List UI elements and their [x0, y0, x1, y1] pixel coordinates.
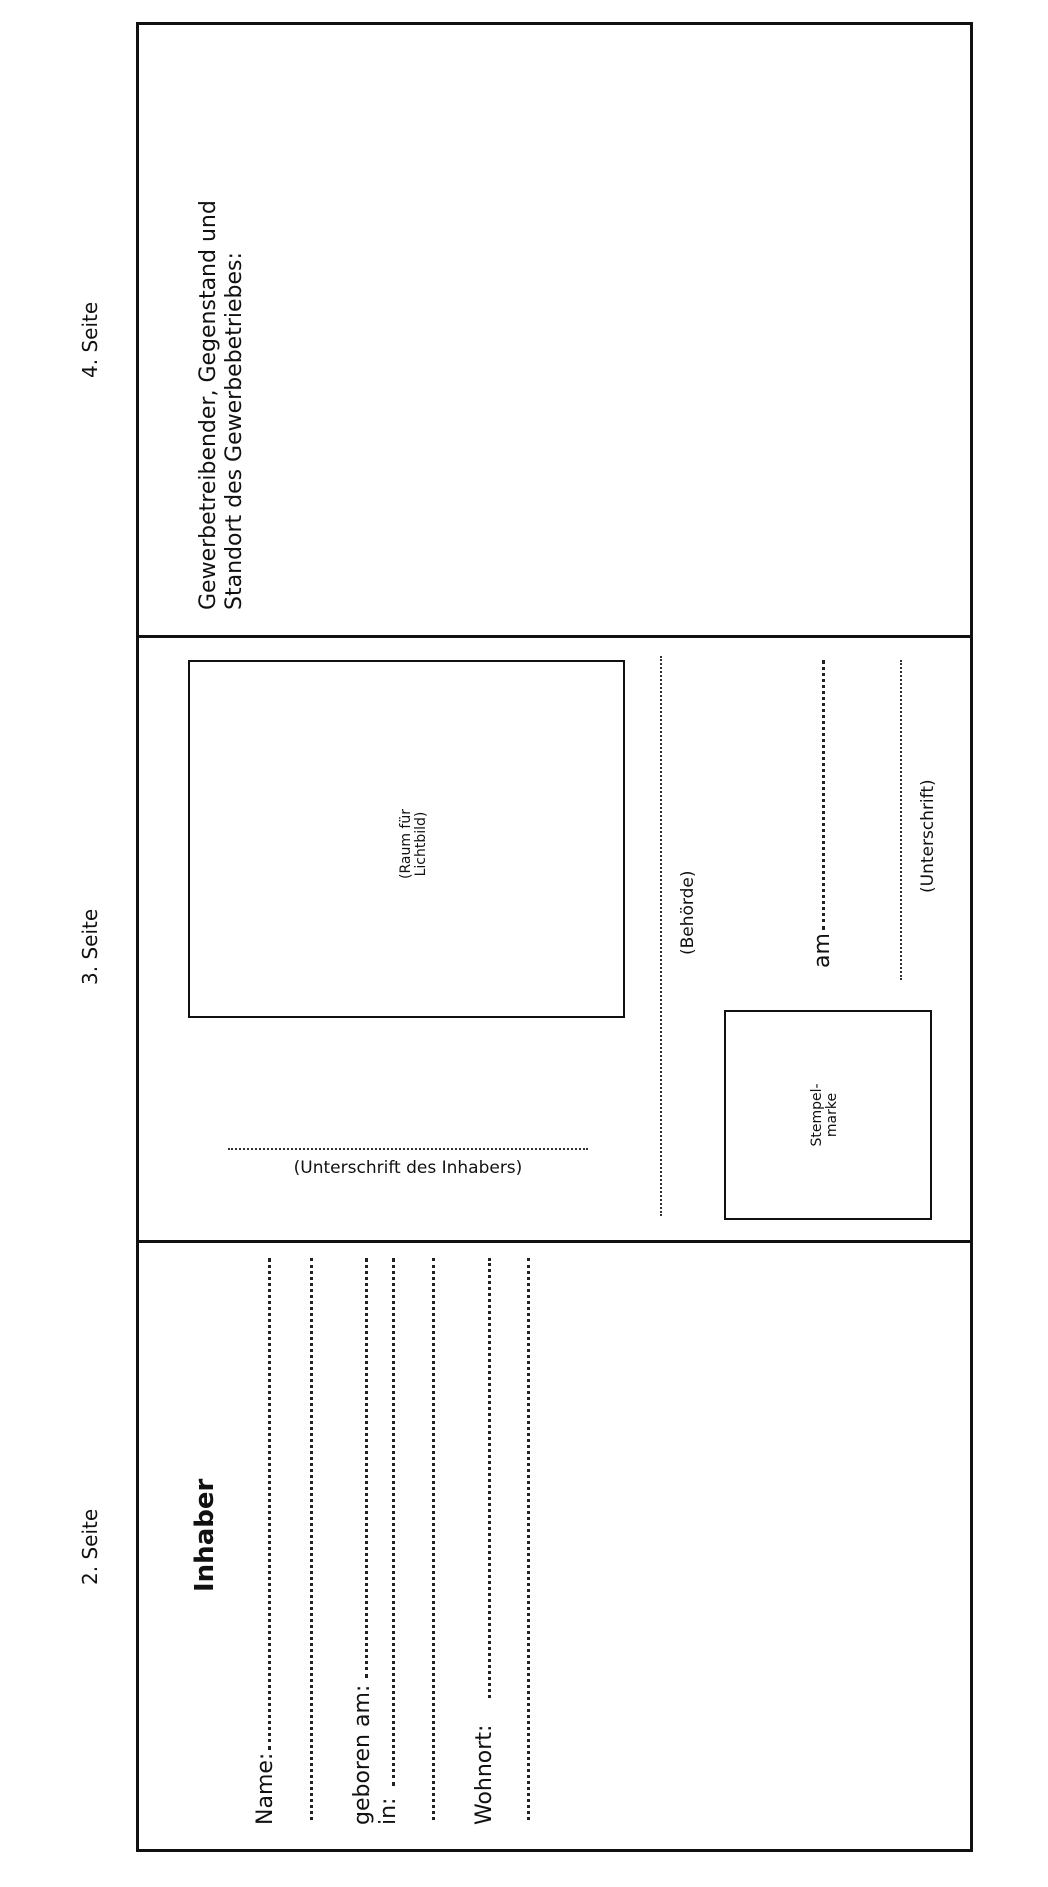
page4-text-line2: Standort des Gewerbebetriebes:	[222, 252, 247, 610]
page2-heading: Inhaber	[190, 1478, 220, 1592]
name-label: Name:	[253, 1752, 278, 1825]
page2-label: 2. Seite	[78, 1508, 102, 1585]
stamp-label: Stempel-marke	[809, 1083, 840, 1147]
signature-label: (Unterschrift)	[918, 779, 938, 893]
name-dotted-line[interactable]	[268, 1258, 271, 1750]
page3-label: 3. Seite	[78, 908, 102, 985]
date-dotted-line	[822, 660, 825, 930]
residence-label: Wohnort:	[472, 1724, 497, 1825]
photo-box-label: (Raum für Lichtbild)	[398, 809, 429, 879]
holder-signature-label: (Unterschrift des Inhabers)	[293, 1158, 523, 1178]
divider-page4-page3	[136, 635, 973, 638]
divider-page3-page2	[136, 1240, 973, 1243]
residence-continuation-line[interactable]	[527, 1258, 530, 1820]
birthplace-label: in:	[376, 1797, 401, 1825]
signature-dotted-line	[900, 660, 902, 980]
birthplace-dotted-line[interactable]	[392, 1258, 395, 1786]
name-continuation-line[interactable]	[310, 1258, 313, 1820]
authority-dotted-line	[660, 656, 662, 1216]
date-label: am	[810, 933, 835, 968]
holder-signature-line	[228, 1148, 588, 1150]
birthdate-dotted-line[interactable]	[365, 1258, 368, 1678]
birthplace-continuation-line[interactable]	[432, 1258, 435, 1820]
birthdate-label: geboren am:	[350, 1684, 375, 1825]
authority-label: (Behörde)	[678, 870, 698, 955]
residence-dotted-line[interactable]	[488, 1258, 491, 1698]
page4-text-line1: Gewerbetreibender, Gegenstand und	[196, 200, 221, 610]
page4-label: 4. Seite	[78, 301, 102, 378]
